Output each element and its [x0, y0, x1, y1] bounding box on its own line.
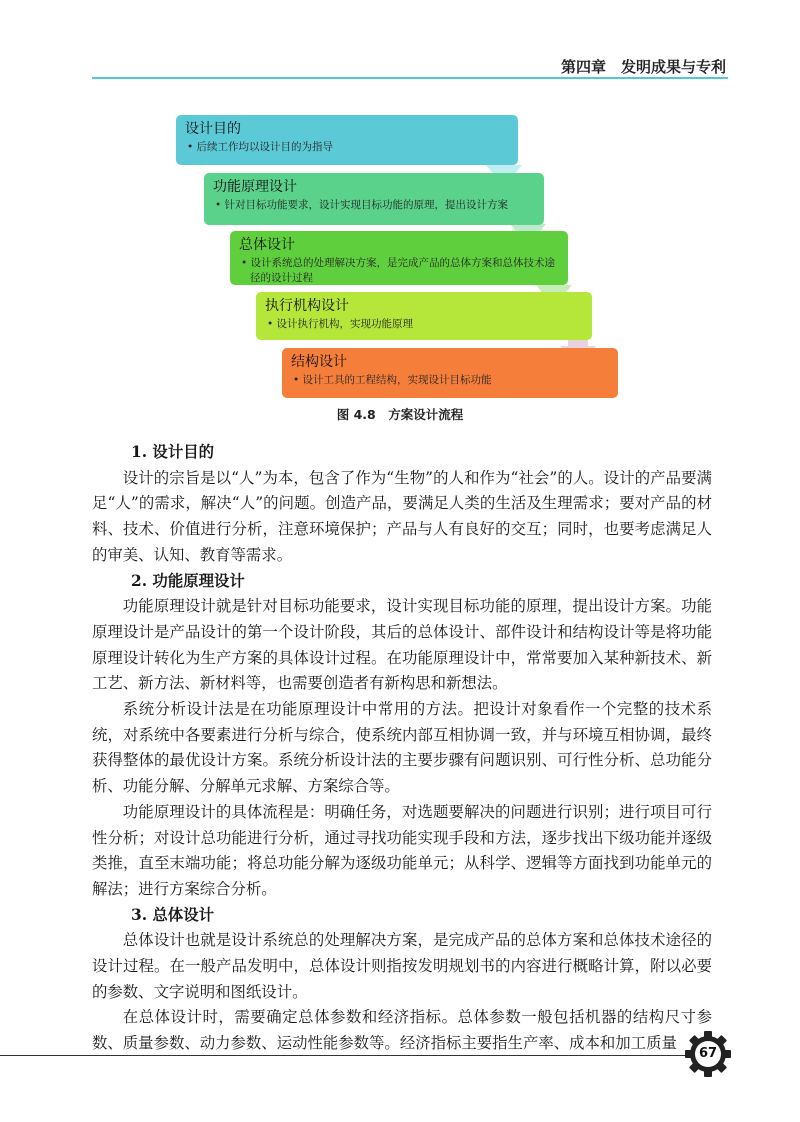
flow-step-desc: • 后续工作均以设计目的为指导 [187, 141, 334, 153]
chapter-header-title: 第四章 发明成果与专利 [560, 58, 726, 76]
flow-step-actuator-design [256, 292, 592, 340]
page-number: 67 [698, 1046, 718, 1061]
flow-step-structure-design [282, 348, 618, 398]
flow-step-function-principle [204, 173, 544, 225]
flow-step-desc: • 针对目标功能要求，设计实现目标功能的原理，提出设计方案 [215, 199, 509, 211]
paragraph: 系统分析设计法是在功能原理设计中常用的方法。把设计对象看作一个完整的技术系统，对系统中各要素进行分析与综合，使系统内部互相协调一致，并与环境互相协调，最终获得整体的最优设计方案。系统分析设计法的主要步骤有问题识别、可行性分析、总功能分析、功能分解、分解单元求解、方案综合等。 [92, 700, 712, 796]
flow-step-title: 执行机构设计 [265, 298, 349, 314]
flow-step-title: 结构设计 [291, 354, 347, 370]
flow-step-title: 总体设计 [239, 237, 295, 253]
paragraph: 在总体设计时，需要确定总体参数和经济指标。总体参数一般包括机器的结构尺寸参数、质量参数、动力参数、运动性能参数等。经济指标主要指生产率、成本和加工质量 [92, 1008, 712, 1053]
flow-step-desc: • 设计系统总的处理解决方案，是完成产品的总体方案和总体技术途径的设计过程 [241, 257, 556, 284]
paragraph: 功能原理设计就是针对目标功能要求，设计实现目标功能的原理，提出设计方案。功能原理设计是产品设计的第一个设计阶段，其后的总体设计、部件设计和结构设计等是将功能原理设计转化为生产方案的具体设计过程。在功能原理设计中，常常要加入某种新技术、新工艺、新方法、新材料等，也需要创造者有新构思和新想法。 [92, 597, 712, 693]
flow-step-desc: • 设计执行机构，实现功能原理 [267, 318, 414, 330]
paragraph: 总体设计也就是设计系统总的处理解决方案，是完成产品的总体方案和总体技术途径的设计过程。在一般产品发明中，总体设计则指按发明规划书的内容进行概略计算，附以必要的参数、文字说明和图纸设计。 [92, 931, 712, 1001]
footer-divider [0, 1055, 700, 1056]
paragraph: 设计的宗旨是以“人”为本，包含了作为“生物”的人和作为“社会”的人。设计的产品要满足“人”的需求，解决“人”的问题。创造产品，要满足人类的生活及生理需求；要对产品的材料、技术、价值进行分析，注意环境保护；产品与人有良好的交互；同时，也要考虑满足人的审美、认知、教育等需求。 [92, 468, 712, 564]
paragraph: 功能原理设计的具体流程是：明确任务，对选题要解决的问题进行识别；进行项目可行性分析；对设计总功能进行分析，通过寻找功能实现手段和方法，逐步找出下级功能并逐级类推，直至末端功能；将总功能分解为逐级功能单元；从科学、逻辑等方面找到功能单元的解法；进行方案综合分析。 [92, 802, 712, 898]
flow-step-title: 功能原理设计 [213, 179, 297, 195]
body-text [92, 440, 712, 1057]
section-heading: 2. 功能原理设计 [131, 571, 245, 590]
section-heading: 1. 设计目的 [131, 443, 214, 461]
flow-step-title: 设计目的 [185, 121, 241, 137]
flow-step-overall-design [230, 231, 568, 285]
section-heading: 3. 总体设计 [131, 905, 214, 924]
header-divider [92, 77, 728, 79]
flow-step-design-purpose [176, 115, 518, 165]
flow-step-desc: • 设计工具的工程结构，实现设计目标功能 [293, 374, 492, 386]
figure-caption: 图 4.8 方案设计流程 [336, 407, 464, 422]
